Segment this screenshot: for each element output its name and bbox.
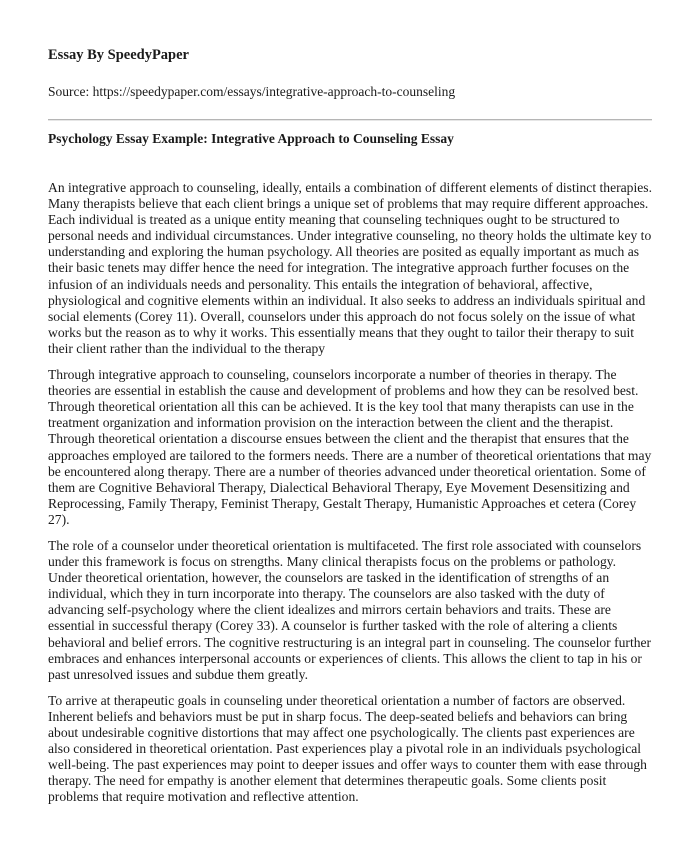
essay-paragraph: An integrative approach to counseling, ideally, entails a combination of different elements of distinct therapies. Many therapists believe that each client brings a unique set of problems that may require different approaches. Each individual is treated as a unique entity meaning that counseling techniques ought to be structured to personal needs and individual circumstances. Under integrative counseling, no theory holds the ultimate key to understanding and exploring the human psychology. All theories are posited as equally important as much as their basic tenets may differ hence the need for integration. The integrative approach further focuses on the infusion of an individuals needs and personality. This entails the integration of behavioral, affective, physiological and cognitive elements within an individual. It also seeks to address an individuals spiritual and social elements (Corey 11). Overall, counselors under this approach do not focus solely on the issue of what works but the reason as to why it works. This essentially means that they ought to tailor their therapy to suit their client rather than the individual to the therapy [48, 180, 652, 356]
essay-title: Psychology Essay Example: Integrative Approach to Counseling Essay [48, 131, 454, 146]
site-title: Essay By SpeedyPaper [48, 47, 189, 63]
essay-body [48, 180, 652, 805]
essay-paragraph: The role of a counselor under theoretical orientation is multifaceted. The first role associated with counselors under this framework is focus on strengths. Many clinical therapists focus on the problems or pathology. Under theoretical orientation, however, the counselors are tasked in the identification of strengths of an individual, which they in turn incorporate into therapy. The counselors are also tasked with the duty of advancing self-psychology where the client idealizes and mirrors certain behaviors and traits. These are essential in successful therapy (Corey 33). A counselor is further tasked with the role of altering a clients behavioral and belief errors. The cognitive restructuring is an integral part in counseling. The counselor further embraces and enhances interpersonal accounts or experiences of clients. This allows the client to tap in his or past unresolved issues and subdue them greatly. [48, 537, 652, 682]
header-divider [48, 119, 652, 121]
essay-paragraph: Through integrative approach to counseling, counselors incorporate a number of theories in therapy. The theories are essential in establish the cause and development of problems and how they can be resolved best. Through theoretical orientation all this can be achieved. It is the key tool that many therapists can use in the treatment organization and information provision on the interaction between the client and the therapist. Through theoretical orientation a discourse ensues between the client and the therapist that ensures that the approaches employed are tailored to the formers needs. There are a number of theoretical orientations that may be encountered along therapy. There are a number of theories advanced under theoretical orientation. Some of them are Cognitive Behavioral Therapy, Dialectical Behavioral Therapy, Eye Movement Desensitizing and Reprocessing, Family Therapy, Feminist Therapy, Gestalt Therapy, Humanistic Approaches et cetera (Corey 27). [48, 367, 652, 527]
source-line: Source: https://speedypaper.com/essays/integrative-approach-to-counseling [48, 84, 456, 99]
essay-paragraph: To arrive at therapeutic goals in counseling under theoretical orientation a number of factors are observed. Inherent beliefs and behaviors must be put in sharp focus. The deep-seated beliefs and behaviors can bring about undesirable cognitive distortions that may affect one psychologically. The clients past experiences are also considered in theoretical orientation. Past experiences play a pivotal role in an individuals psychological well-being. The past experiences may point to deeper issues and offer ways to counter them with ease through therapy. The need for empathy is another element that determines therapeutic goals. Some clients posit problems that require motivation and reflective attention. [48, 692, 647, 805]
document-header [48, 0, 652, 100]
